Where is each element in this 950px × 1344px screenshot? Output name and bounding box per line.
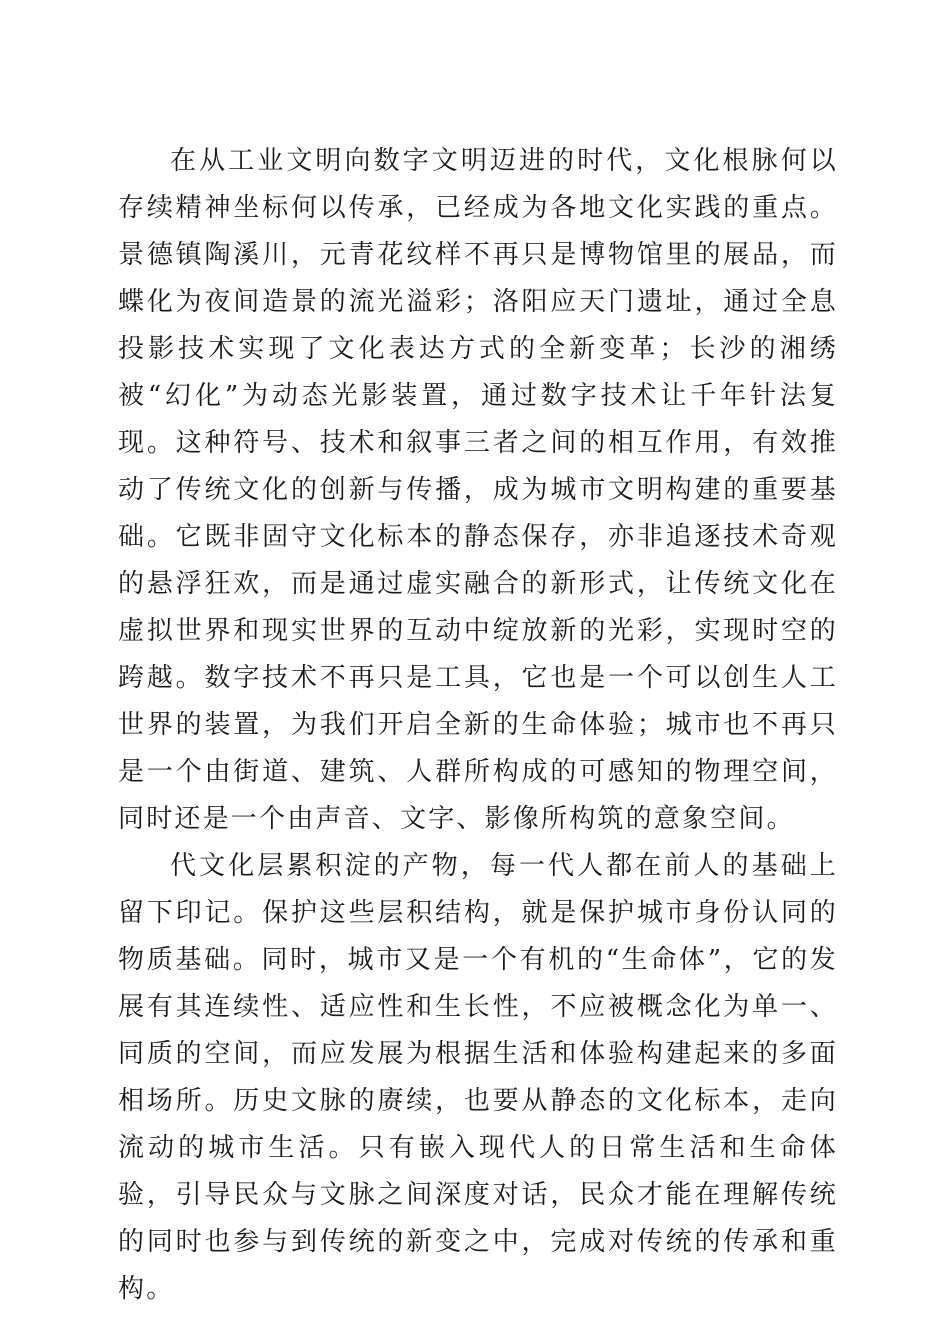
paragraph-1: 在从工业文明向数字文明迈进的时代，文化根脉何以存续精神坐标何以传承，已经成为各地文化实践的重点。景德镇陶溪川，元青花纹样不再只是博物馆里的展品，而蝶化为夜间造景的流光溢彩；洛阳应天门遗址，通过全息投影技术实现了文化表达方式的全新变革；长沙的湘绣被“幻化”为动态光影装置，通过数字技术让千年针法复现。这种符号、技术和叙事三者之间的相互作用，有效推动了传统文化的创新与传播，成为城市文明构建的重要基础。它既非固守文化标本的静态保存，亦非追逐技术奇观的悬浮狂欢，而是通过虚实融合的新形式，让传统文化在虚拟世界和现实世界的互动中绽放新的光彩，实现时空的跨越。数字技术不再只是工具，它也是一个可以创生人工世界的装置，为我们开启全新的生命体验；城市也不再只是一个由街道、建筑、人群所构成的可感知的物理空间，同时还是一个由声音、文字、影像所构筑的意象空间。 <box>118 146 838 834</box>
body-text <box>118 138 838 1313</box>
paragraph-2: 代文化层累积淀的产物，每一代人都在前人的基础上留下印记。保护这些层积结构，就是保护城市身份认同的物质基础。同时，城市又是一个有机的“生命体”，它的发展有其连续性、适应性和生长性，不应被概念化为单一、同质的空间，而应发展为根据生活和体验构建起来的多面相场所。历史文脉的赓续，也要从静态的文化标本，走向流动的城市生活。只有嵌入现代人的日常生活和生命体验，引导民众与文脉之间深度对话，民众才能在理解传统的同时也参与到传统的新变之中，完成对传统的传承和重构。 <box>118 851 838 1304</box>
